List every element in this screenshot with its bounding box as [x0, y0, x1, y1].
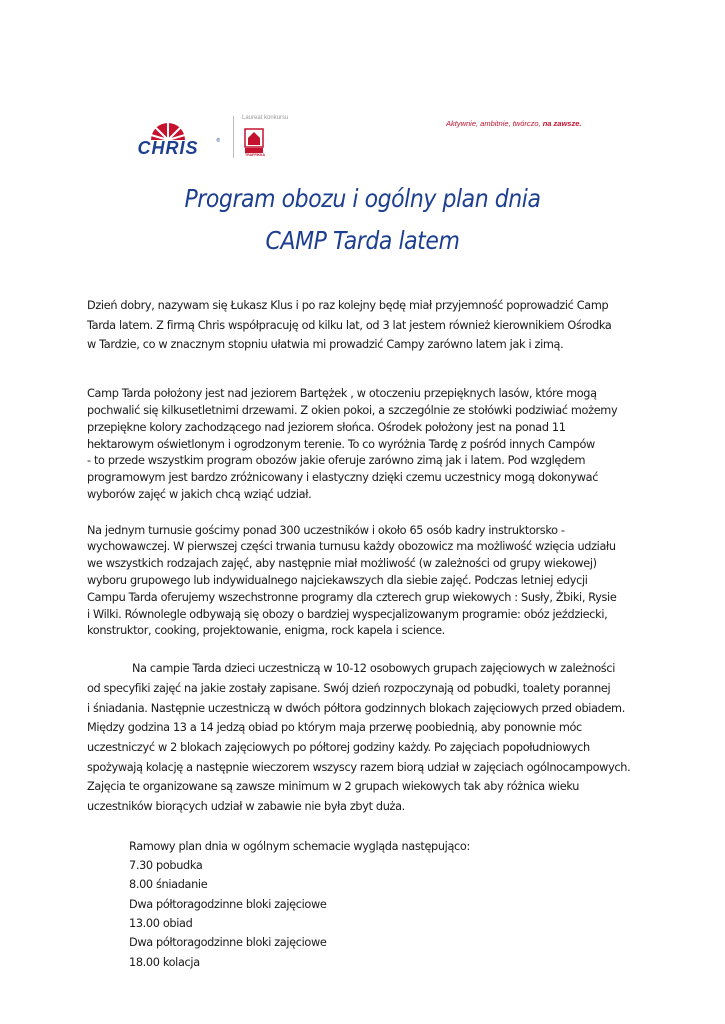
document-body — [87, 296, 647, 972]
text-line: wychowawczej. W pierwszej części trwania turnusu każdy obozowicz ma możliwość wzięcia udziału — [87, 540, 616, 554]
schedule-item: Dwa półtoragodzinne bloki zajęciowe — [129, 897, 327, 911]
text-line: w Tardzie, co w znacznym stopniu ułatwia mi prowadzić Campy zarówno latem jak i zimą. — [87, 338, 564, 352]
text-line: uczestników biorących udział w zabawie nie była zbyt duża. — [87, 800, 405, 814]
page-title-line1: Program obozu i ogólny plan dnia — [184, 184, 541, 213]
text-line: od specyfiki zajęć na jakie zostały zapisane. Swój dzień rozpoczynają od pobudki, toalety porannej — [87, 681, 611, 695]
text-line: Na campie Tarda dzieci uczestniczą w 10-12 osobowych grupach zajęciowych w zależności — [132, 662, 615, 676]
slogan-text: Aktywnie, ambitnie, twórczo, — [446, 119, 541, 128]
text-line: Campu Tarda oferujemy wszechstronne programy dla czterech grup wiekowych : Susły, Żbiki, Rysie — [87, 590, 617, 604]
text-line: Dzień dobry, nazywam się Łukasz Klus i po raz kolejny będę miał przyjemność poprowadzić Camp — [87, 299, 609, 312]
text-line: Zajęcia te organizowane są zawsze minimum w 2 grupach wiekowych tak aby różnica wieku — [87, 780, 580, 794]
paragraph-intro — [87, 296, 647, 355]
logo-wordmark: CHRIS — [137, 138, 199, 158]
text-line: spożywają kolację a następnie wieczorem wszyscy razem biorą udział w zajęciach ogólnocampowych. — [87, 760, 631, 774]
paragraph-location — [87, 386, 647, 504]
text-line: we wszystkich rodzajach zajęć, aby następnie miał możliwość (w zależności od grupy wiekowej) — [87, 557, 597, 571]
text-line: Tarda latem. Z firmą Chris współpracuję od kilku lat, od 3 lat jestem również kierownikiem Ośrodka — [87, 318, 612, 332]
text-line: wyboru grupowego lub indywidualnego najciekawszych dla siebie zajęć. Podczas letniej edycji — [87, 574, 588, 588]
text-line: i śniadania. Następnie uczestniczą w dwóch półtora godzinnych blokach zajęciowych przed obiadem. — [87, 701, 625, 715]
text-line: programowym jest bardzo zróżnicowany i elastyczny dzięki czemu uczestnicy mogą dokonywać — [87, 471, 599, 485]
text-line: Na jednym turnusie gościmy ponad 300 uczestników i około 65 osób kadry instruktorsko - — [87, 523, 565, 537]
schedule-item: 18.00 kolacja — [129, 955, 200, 969]
text-line: hektarowym oświetlonym i ogrodzonym terenie. To co wyróżnia Tardę z pośród innych Campów — [87, 437, 595, 451]
text-line: uczestniczyć w 2 blokach zajęciowych po półtorej godziny każdy. Po zajęciach popołudniowych — [87, 741, 590, 755]
award-caption: TRAFFIKKA — [244, 153, 266, 157]
text-line: - to przede wszystkim program obozów jakie oferuje zarówno zimą jak i latem. Pod względem — [87, 454, 586, 468]
text-line: wyborów zajęć w jakich chcą wziąć udział. — [87, 487, 312, 501]
daily-schedule — [87, 837, 647, 972]
laureat-label: Laureat konkursu — [242, 115, 289, 121]
text-line: konstruktor, cooking, projektowanie, enigma, rock kapela i science. — [87, 624, 445, 638]
schedule-item: 7.30 pobudka — [129, 859, 203, 873]
text-line: i Wilki. Równolegle odbywają się obozy o bardziej wyspecjalizowanym programie: obóz jeździecki, — [87, 607, 608, 621]
award-badge-icon — [244, 128, 264, 154]
logo-registered-mark: ® — [216, 138, 220, 144]
page-title-line2: CAMP Tarda latem — [265, 226, 460, 255]
chris-logo — [118, 118, 218, 160]
header-divider — [233, 116, 234, 158]
schedule-item: 13.00 obiad — [129, 917, 193, 931]
schedule-intro: Ramowy plan dnia w ogólnym schemacie wygląda następująco: — [129, 839, 470, 853]
slogan — [446, 119, 582, 128]
schedule-item: 8.00 śniadanie — [129, 878, 208, 892]
page-header — [0, 0, 725, 170]
text-line: Między godzina 13 a 14 jedzą obiad po którym maja przerwę poobiednią, aby ponownie móc — [87, 721, 582, 735]
text-line: Camp Tarda położony jest nad jeziorem Bartężek , w otoczeniu przepięknych lasów, które mogą — [87, 387, 597, 401]
text-line: pochwalić się kilkusetletnimi drzewami. Z okien pokoi, a szczególnie ze stołówki podziwiać możemy — [87, 403, 618, 417]
slogan-emphasis: na zawsze. — [542, 119, 582, 128]
text-line: przepiękne kolory zachodzącego nad jeziorem słońca. Ośrodek położony jest na ponad 11 — [87, 420, 566, 434]
schedule-item: Dwa półtoragodzinne bloki zajęciowe — [129, 936, 327, 950]
paragraph-daily-routine — [87, 659, 647, 817]
paragraph-program — [87, 523, 647, 641]
